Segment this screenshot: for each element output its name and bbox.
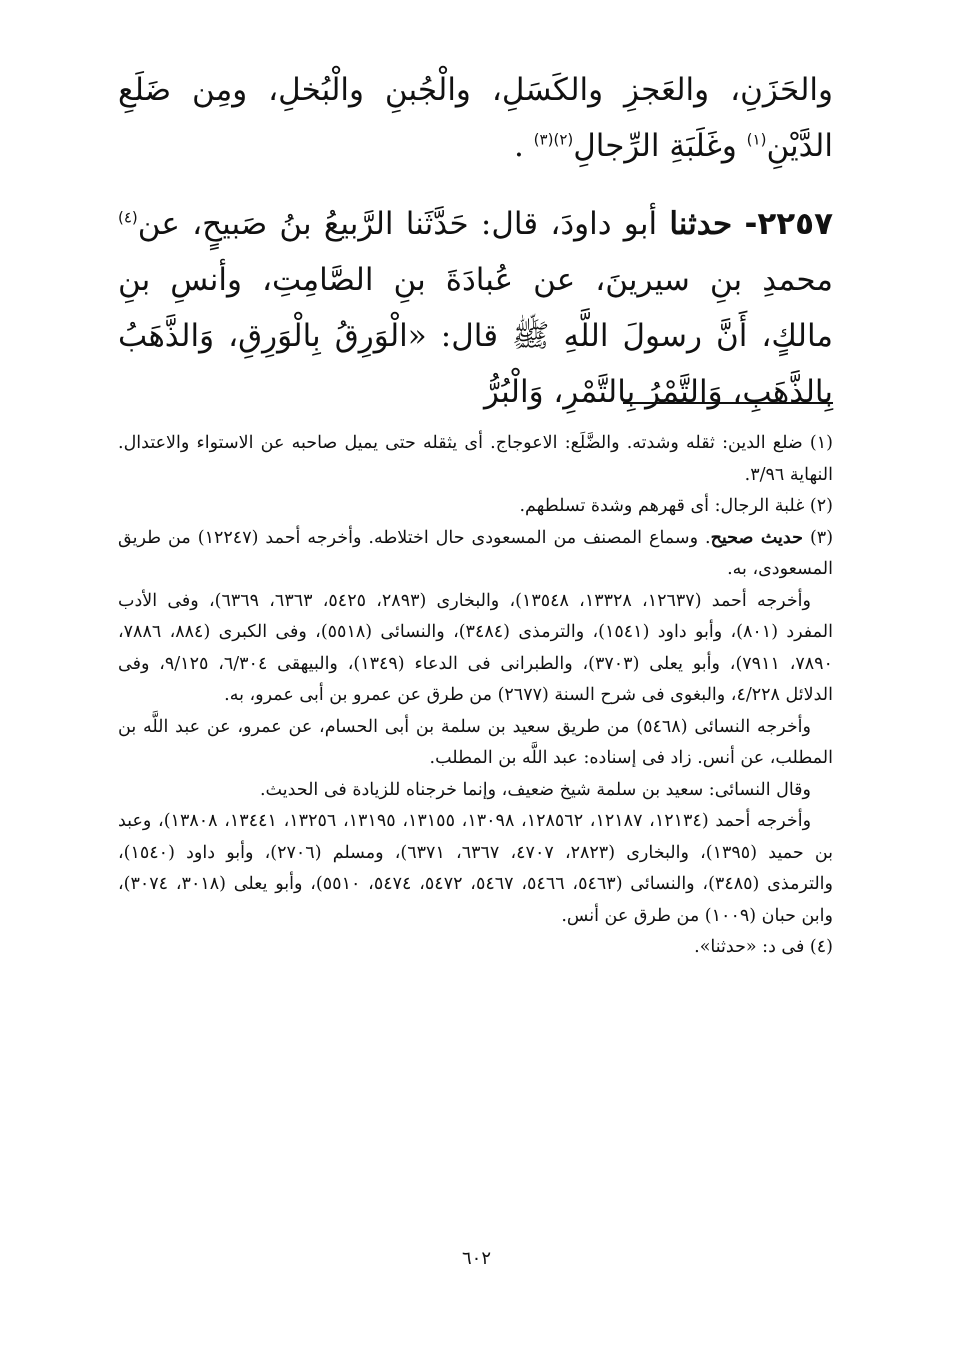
hadith-intro: أبو داودَ، قال: حَدَّثَنا الرَّبيعُ بنُ صَبيحٍ، عن bbox=[137, 206, 670, 242]
hadith-text: محمدِ بنِ سيرينَ، عن عُبادَةَ بنِ الصَّامِتِ، وأنسِ بنِ مالكٍ، أَنَّ رسولَ اللَّهِ ﷺ قال: «الْوَرِقُ بِالْوَرِقِ، وَالذَّهَبُ بِالذَّهَبِ، وَالتَّمْرُ بِالتَّمْرِ، وَالْبُرُّ bbox=[118, 262, 833, 410]
footnote-3-number: (٣) bbox=[802, 527, 834, 548]
supplication-text: والحَزَنِ، والعَجزِ والكَسَلِ، والْجُبنِ والْبُخلِ، ومِن ضَلَعِ الدَّيْنِ bbox=[118, 72, 833, 164]
hadith-label: حدثنا bbox=[669, 206, 733, 242]
sentence-end: . bbox=[513, 128, 524, 164]
footnote-4: (٤) فى د: «حدثنا». bbox=[694, 937, 833, 957]
footnote-2: (٢) غلبة الرجال: أى قهرهم وشدة تسلطهم. bbox=[519, 496, 833, 516]
footnote-ref-4[interactable]: (٤) bbox=[118, 208, 138, 227]
footnote-3-takhrij-nasai: وأخرجه النسائى (٥٤٦٨) من طريق سعيد بن سلمة بن أبى الحسام، عن عمرو، عن عبد اللَّه بن المطلب، عن أنس. زاد فى إسناده: عبد اللَّه بن المطلب. bbox=[118, 716, 833, 768]
footnote-divider bbox=[623, 402, 833, 404]
footnote-3-takhrij-ahmad-2: وأخرجه أحمد (١٢١٣٤، ١٢١٨٧، ١٢٨٥٦٢، ١٣٠٩٨، ١٣١٥٥، ١٣١٩٥، ١٣٢٥٦، ١٣٤٤١، ١٣٨٠٨)، وعبد بن حميد (١٣٩٥)، والبخارى (٢٨٢٣، ٤٧٠٧، ٦٣٦٧، ٦٣٧١)، ومسلم (٢٧٠٦)، وأبو داود (١٥٤٠)، والترمذى (٣٤٨٥)، والنسائى (٥٤٦٣، ٥٤٦٦، ٥٤٦٧، ٥٤٧٢، ٥٤٧٤، ٥٥١٠)، وأبو يعلى (٣٠١٨، ٣٠٧٤)، وابن حبان (١٠٠٩) من طرق عن أنس. bbox=[118, 811, 834, 926]
text-line-opening bbox=[118, 62, 833, 174]
footnote-ref-2-3[interactable]: (٢)(٣) bbox=[533, 130, 574, 149]
footnotes-section bbox=[118, 428, 833, 964]
footnote-3-text: . وسماع المصنف من المسعودى حال اختلاطه. وأخرجه أحمد (١٢٢٤٧) من طريق المسعودى، به. bbox=[118, 527, 833, 579]
page-number: ٦٠٢ bbox=[461, 1248, 491, 1269]
main-text bbox=[118, 62, 833, 420]
hadith-number: ٢٢٥٧- bbox=[744, 206, 833, 242]
footnote-3-grade: حديث صحيح bbox=[710, 527, 803, 548]
footnote-3-nasai-comment: وقال النسائى: سعيد بن سلمة شيخ ضعيف، وإنما خرجناه للزيادة فى الحديث. bbox=[259, 779, 811, 800]
footnote-3-takhrij-ahmad: وأخرجه أحمد (١٢٦٣٧، ١٣٣٢٨، ١٣٥٤٨)، والبخارى (٢٨٩٣، ٥٤٢٥، ٦٣٦٣، ٦٣٦٩)، وفى الأدب المفرد (٨٠١)، وأبو داود (١٥٤١)، والترمذى (٣٤٨٤)، والنسائى (٥٥١٨)، وفى الكبرى (٨٨٤، ٧٨٨٦، ٧٨٩٠، ٧٩١١)، وأبو يعلى (٣٧٠٣)، والطبرانى فى الدعاء (١٣٤٩)، والبيهقى ٦/٣٠٤، ٩/١٢٥، وفى الدلائل ٤/٢٢٨، والبغوى فى شرح السنة (٢٦٧٧) من طرق عن عمرو بن أبى عمرو، به. bbox=[118, 590, 833, 705]
supplication-text-end: وغَلَبَةِ الرِّجالِ bbox=[573, 128, 747, 164]
footnote-ref-1[interactable]: (١) bbox=[746, 130, 767, 149]
footnote-1: (١) ضلع الدين: ثقله وشدته. والضَّلَع: الاعوجاج. أى يثقله حتى يميل صاحبه عن الاستواء والاعتدال. النهاية ٣/٩٦. bbox=[118, 433, 833, 485]
hadith-paragraph bbox=[118, 196, 833, 420]
footnote-3 bbox=[118, 523, 833, 586]
